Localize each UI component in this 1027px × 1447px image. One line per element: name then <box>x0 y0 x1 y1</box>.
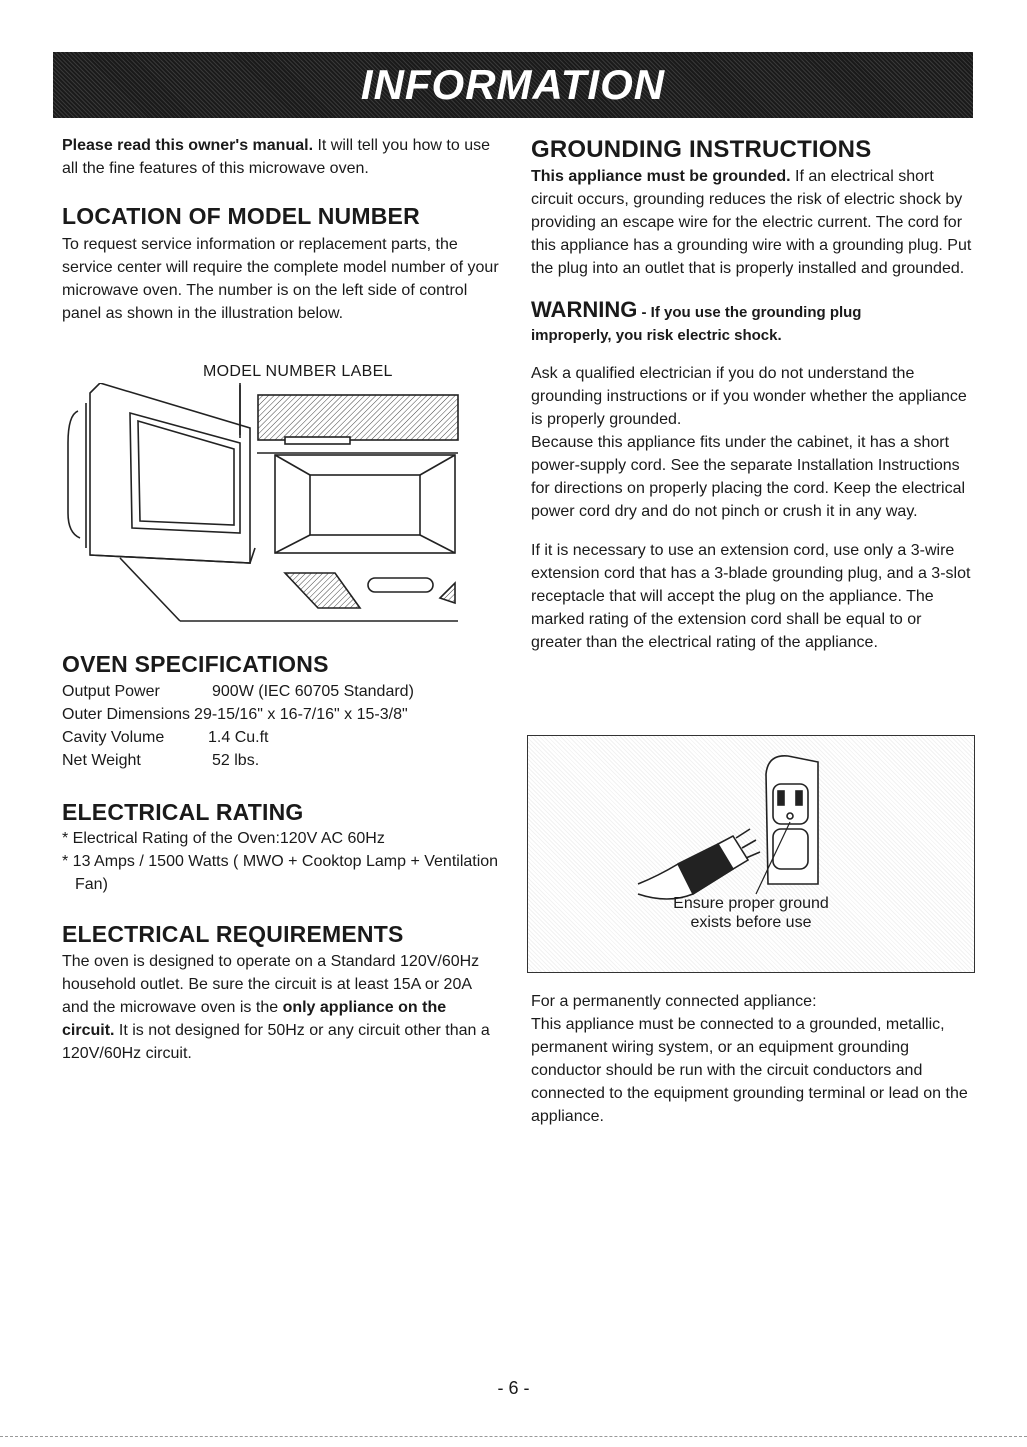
specs-heading: OVEN SPECIFICATIONS <box>62 651 329 677</box>
warning-line-2: improperly, you risk electric shock. <box>531 327 782 344</box>
grounding-bold: This appliance must be grounded. <box>531 168 791 185</box>
permanent-connection <box>531 990 976 1128</box>
page-title: INFORMATION <box>360 61 666 108</box>
right-column <box>531 136 976 654</box>
qualified-electrician-paragraph: Ask a qualified electrician if you do not understand the grounding instructions or if you wonder whether the appliance is properly grounded. <box>531 365 967 428</box>
requirements-paragraph <box>62 950 502 1065</box>
spec-key: Output Power <box>62 683 160 700</box>
spec-row <box>62 726 502 749</box>
requirements-heading: ELECTRICAL REQUIREMENTS <box>62 921 404 947</box>
spec-value: 900W (IEC 60705 Standard) <box>212 683 414 700</box>
grounding-heading: GROUNDING INSTRUCTIONS <box>531 136 872 163</box>
plug-illustration <box>527 735 975 973</box>
plug-caption-2: exists before use <box>690 914 812 931</box>
spec-row <box>62 703 502 726</box>
spec-key: Outer Dimensions <box>62 706 191 723</box>
grounding-text: If an electrical short circuit occurs, grounding reduces the risk of electric shock by providing an escape wire for the electric current. The cord for this appliance has a grounding wire with a grounding plug. Put the plug into an outlet that is properly installed and grounded. <box>531 168 972 277</box>
plug-caption: Ensure proper ground <box>673 895 829 912</box>
spec-value: 1.4 Cu.ft <box>208 729 269 746</box>
grounding-paragraph <box>531 165 976 280</box>
model-number-label-caption: MODEL NUMBER LABEL <box>203 363 393 380</box>
spec-row <box>62 680 502 703</box>
permanent-paragraph: This appliance must be connected to a grounded, metallic, permanent wiring system, or an equipment grounding conductor should be run with the circuit conductors and connected to the equipment grounding terminal or lead on the appliance. <box>531 1016 968 1125</box>
intro-text: It will tell you how to use all the fine features of this microwave oven. <box>62 137 490 177</box>
rating-heading: ELECTRICAL RATING <box>62 799 304 825</box>
location-paragraph: To request service information or replacement parts, the service center will require the complete model number of your microwave oven. The number is on the left side of control panel as shown in the illustration below. <box>62 236 499 322</box>
spec-value: 52 lbs. <box>212 752 260 769</box>
location-heading: LOCATION OF MODEL NUMBER <box>62 203 420 229</box>
header-banner <box>53 52 973 118</box>
oven-diagram <box>60 383 460 628</box>
spec-value: 29-15/16" x 16-7/16" x 15-3/8" <box>194 706 408 723</box>
power-cord-paragraph: Because this appliance fits under the cabinet, it has a short power-supply cord. See the separate Installation Instructions for directions on properly placing the cord. Keep the electrical power cord dry and do not pinch or crush it in any way. <box>531 434 966 520</box>
oven-door-drawing <box>68 383 255 563</box>
bottom-divider <box>0 1436 1027 1437</box>
requirements-text-end: It is not designed for 50Hz or any circuit other than a 120V/60Hz circuit. <box>62 1022 490 1062</box>
left-column-lower <box>62 650 502 1065</box>
warning-word: WARNING <box>531 297 638 322</box>
outlet-and-plug-drawing <box>618 744 898 904</box>
page-number: - 6 - <box>497 1378 530 1398</box>
list-item: * Electrical Rating of the Oven:120V AC 60Hz <box>62 830 385 847</box>
oven-bottom-drawing <box>120 558 458 621</box>
rating-list <box>62 827 502 896</box>
spec-row <box>62 749 502 772</box>
oven-cavity-drawing <box>240 383 458 553</box>
specs-table <box>62 680 502 772</box>
extension-cord-paragraph: If it is necessary to use an extension cord, use only a 3-wire extension cord that has a 3-blade grounding plug, and a 3-slot receptacle that will accept the plug on the appliance. The marked rating of the extension cord shall be equal to or greater than the electrical rating of the appliance. <box>531 542 971 651</box>
permanent-heading-text: For a permanently connected appliance: <box>531 993 817 1010</box>
warning-text: - If you use the grounding plug <box>637 304 862 321</box>
warning-line <box>531 298 976 324</box>
left-column <box>62 134 502 325</box>
spec-key: Cavity Volume <box>62 729 165 746</box>
requirements-bold: only appliance on the circuit. <box>62 999 447 1039</box>
list-item: * 13 Amps / 1500 Watts ( MWO + Cooktop Lamp + Ventilation Fan) <box>62 853 499 893</box>
intro-bold: Please read this owner's manual. <box>62 137 314 154</box>
intro-paragraph <box>62 134 502 180</box>
requirements-text: The oven is designed to operate on a Standard 120V/60Hz household outlet. Be sure the circuit is at least 15A or 20A and the microwave oven is the <box>62 953 480 1016</box>
spec-key: Net Weight <box>62 752 141 769</box>
